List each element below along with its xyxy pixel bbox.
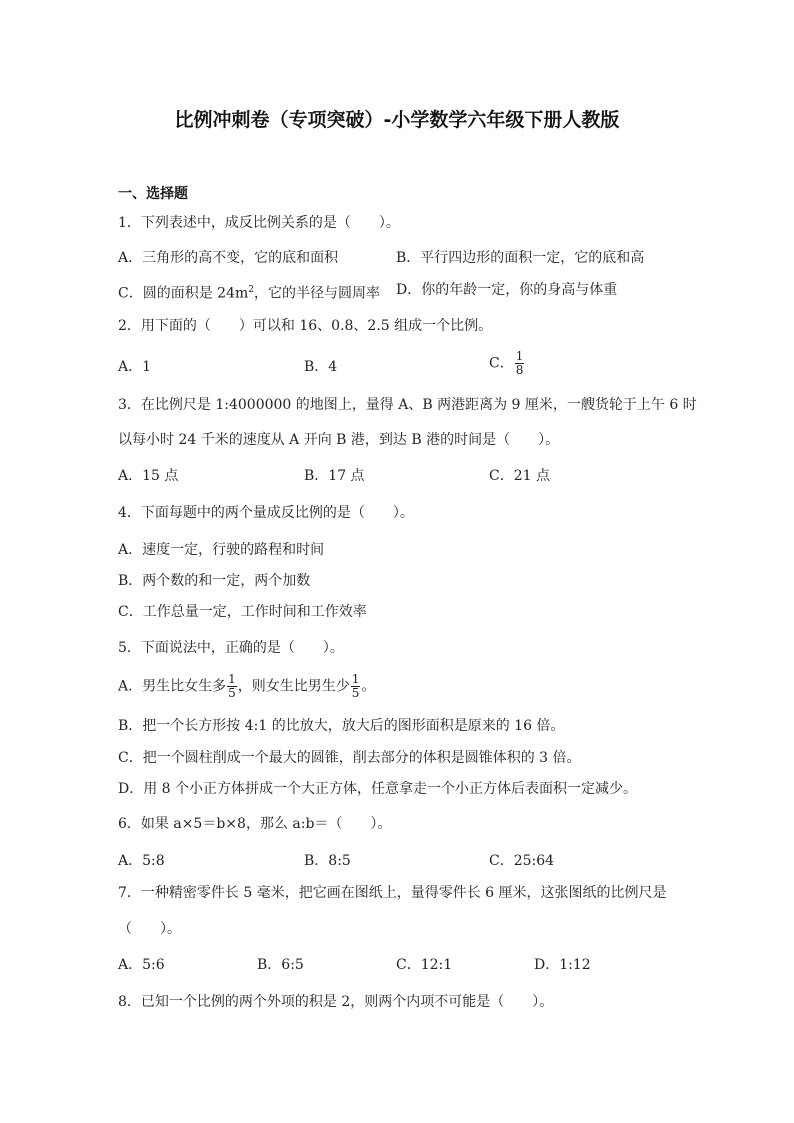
question-3-option-a: A．15 点	[118, 468, 179, 484]
question-3-option-b: B．17 点	[304, 468, 365, 484]
question-1-stem: 1．下列表述中，成反比例关系的是（ ）。	[118, 215, 400, 231]
question-5-option-a	[118, 673, 375, 700]
question-1-option-c-text-end: ，它的半径与圆周率	[254, 285, 380, 302]
fraction-numerator: 1	[228, 672, 236, 686]
question-7-stem-line2: （ ）。	[118, 921, 181, 937]
fraction-denominator: 8	[515, 363, 524, 377]
question-1-option-c	[118, 281, 380, 303]
fraction-denominator: 5	[228, 686, 236, 700]
question-4-option-b: B．两个数的和一定，两个加数	[118, 573, 311, 589]
question-5-option-b: B．把一个长方形按 4:1 的比放大，放大后的图形面积是原来的 16 倍。	[118, 718, 565, 734]
question-7-option-a: A．5:6	[118, 957, 165, 973]
question-6-option-b: B．8:5	[304, 853, 351, 869]
question-5-option-c: C．把一个圆柱削成一个最大的圆锥，削去部分的体积是圆锥体积的 3 倍。	[118, 750, 581, 766]
question-7-stem-line1: 7．一种精密零件长 5 毫米，把它画在图纸上，量得零件长 6 厘米，这张图纸的比例尺是	[118, 885, 667, 901]
question-2-option-c-fraction	[515, 350, 525, 377]
question-7-option-d: D．1:12	[534, 957, 591, 973]
question-3-stem-line2: 以每小时 24 千米的速度从 A 开向 B 港，到达 B 港的时间是（ ）。	[118, 432, 560, 448]
question-6-option-c: C．25:64	[489, 853, 555, 869]
question-2-stem: 2．用下面的（ ）可以和 16、0.8、2.5 组成一个比例。	[118, 318, 493, 334]
question-8-stem: 8．已知一个比例的两个外项的积是 2，则两个内项不可能是（ ）。	[118, 994, 554, 1010]
fraction-numerator: 1	[351, 672, 360, 686]
section-heading: 一、选择题	[118, 186, 188, 202]
question-5-fraction-1	[227, 673, 237, 700]
question-6-option-a: A．5:8	[118, 853, 165, 869]
fraction-denominator: 5	[351, 686, 360, 700]
question-5-stem: 5．下面说法中，正确的是（ ）。	[118, 640, 344, 656]
question-6-stem: 6．如果 a×5＝b×8，那么 a:b＝（ ）。	[118, 816, 392, 832]
question-5-option-d: D．用 8 个小正方体拼成一个大正方体，任意拿走一个小正方体后表面积一定减少。	[118, 781, 638, 797]
question-5-fraction-2	[351, 673, 361, 700]
question-1-option-d: D．你的年龄一定，你的身高与体重	[396, 282, 618, 298]
question-5-option-a-text: A．男生比女生多	[118, 678, 227, 695]
fraction-numerator: 1	[515, 349, 524, 363]
question-1-option-a: A．三角形的高不变，它的底和面积	[118, 250, 339, 266]
question-7-option-b: B．6:5	[257, 957, 304, 973]
question-5-option-a-text-mid: ，则女生比男生少	[237, 678, 350, 695]
question-2-option-c-label: C．	[489, 355, 514, 372]
question-1-option-c-text: C．圆的面积是 24m	[118, 285, 249, 302]
question-4-stem: 4．下面每题中的两个量成反比例的是（ ）。	[118, 505, 414, 521]
page-title: 比例冲刺卷（专项突破）-小学数学六年级下册人教版	[174, 109, 620, 131]
question-1-option-c-exponent: 2	[248, 285, 254, 295]
question-2-option-b: B．4	[304, 359, 338, 375]
question-7-option-c: C．12:1	[396, 957, 453, 973]
question-3-option-c: C．21 点	[489, 468, 550, 484]
question-4-option-a: A．速度一定，行驶的路程和时间	[118, 542, 325, 558]
question-2-option-a: A．1	[118, 359, 152, 375]
question-3-stem-line1: 3．在比例尺是 1:4000000 的地图上，量得 A、B 两港距离为 9 厘米，一艘货轮于上午 6 时	[118, 397, 697, 413]
question-4-option-c: C．工作总量一定，工作时间和工作效率	[118, 604, 367, 620]
question-1-option-b: B．平行四边形的面积一定，它的底和高	[396, 250, 645, 266]
question-2-option-c	[489, 350, 525, 377]
question-5-option-a-text-end: 。	[361, 678, 376, 695]
